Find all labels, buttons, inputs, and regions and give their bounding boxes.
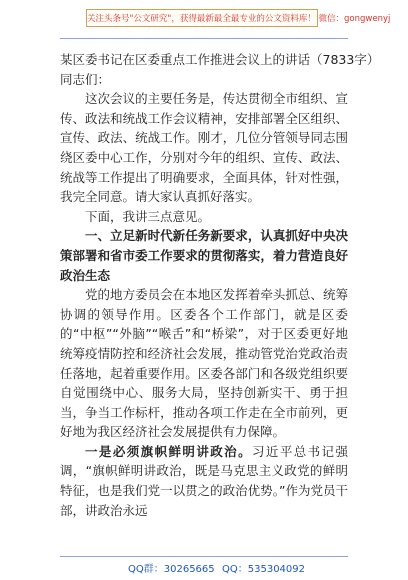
header-divider [60, 38, 348, 39]
footer [0, 560, 408, 576]
point-lead: 一是必须旗帜鲜明讲政治。 [85, 443, 252, 459]
document-body [60, 50, 380, 520]
point-text: 习近平总书记强调，“旗帜鲜明讲政治，既是马克思主义政党的鲜明特征，也是我们党一以贯之的政治优势。”作为党员干部，讲政治永远 [60, 443, 348, 518]
paragraph-outline: 下面，我讲三点意见。 [85, 208, 211, 224]
qq-contact-link[interactable]: QQ：535304092 [222, 564, 306, 575]
paragraph-intro: 这次会议的主要任务是，传达贯彻全市组织、宣传、政法和统战工作会议精神，安排部署全区组织、宣传、政法、统战工作。刚才，几位分管领导同志围绕区委中心工作，分别对今年的组织、宣传、政法、统战等工作提出了明确要求，全面具体，针对性强，我完全同意。请大家认真抓好落实。 [60, 91, 348, 205]
document-title: 某区委书记在区委重点工作推进会议上的讲话（7833字） [60, 52, 380, 67]
paragraph-body: 党的地方委员会在本地区发挥着牵头抓总、统筹协调的领导作用。区委各个工作部门，就是区委的“中枢”“外脑”“喉舌”和“桥梁”，对于区委更好地统筹疫情防控和经济社会发展，推动管党治党政治责任落地，起着重要作用。区委各部门和各级党组织要自觉围绕中心、服务大局，坚持创新实干、勇于担当，争当工作标杆，推动各项工作走在全市前列，更好地为我区经济社会发展提供有力保障。 [60, 287, 348, 440]
header-banner: 关注头条号"公文研究"，获得最新最全最专业的公文资料库！ 微信：gongwenyj [86, 9, 318, 27]
footer-divider [60, 556, 348, 557]
salutation: 同志们： [60, 71, 111, 87]
paragraph-point-1 [60, 442, 348, 520]
qq-group-link[interactable]: QQ群：30265665 [128, 564, 215, 575]
section-heading-1: 一、立足新时代新任务新要求，认真抓好中央决策部署和省市委工作要求的贯彻落实，着力营造良好政治生态 [60, 228, 348, 283]
